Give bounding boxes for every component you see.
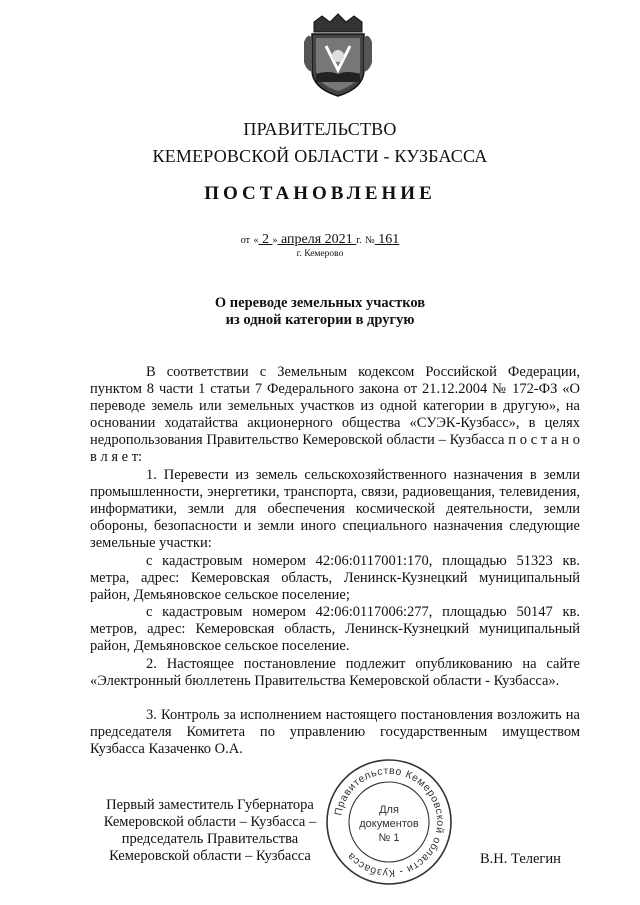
parcel-2-text: с кадастровым номером 42:06:0117006:277, площадью 50147 кв. метров, адрес: Кемеровская область, Ленинск-Кузнецкий муниципальный район, Демьяновское сельское поселение. [90,604,580,655]
coat-of-arms-emblem [302,12,374,98]
official-seal-stamp [324,757,454,887]
document-subject [0,295,640,329]
paragraph-preamble-text: В соответствии с Земельным кодексом Российской Федерации, пунктом 8 части 1 статьи 7 Федерального закона от 21.12.2004 № 172-ФЗ «О переводе земель или земельных участков из одной категории в другую», на основании ходатайства акционерного общества «СУЭК-Кузбасс», в целях недропользования Правительство Кемеровской области – Кузбасса п о с т а н о в л я е т: [90,364,580,466]
subject-line1: О переводе земельных участков [214,295,426,311]
date-open-quote: « [253,235,259,246]
signature-line3: председатель Правительства [121,831,299,847]
date-from-label: от [240,235,251,246]
signature-line1: Первый заместитель Губернатора [106,797,314,813]
stamp-line1: Для [379,804,399,816]
stamp-line2: документов [359,818,419,830]
document-number-label: № [365,235,375,246]
signature-line4: Кемеровской области – Кузбасса [109,848,311,864]
body-parcel-2 [90,604,580,655]
date-year-suffix: г. [356,235,362,246]
document-number: 161 [374,232,400,247]
stamp-ring-textpath: Правительство Кемеровской области - Кузбасса [332,764,447,880]
parcel-1-text: с кадастровым номером 42:06:0117001:170, площадью 51323 кв. метра, адрес: Кемеровская область, Ленинск-Кузнецкий муниципальный район, Демьяновское сельское поселение; [90,553,580,604]
stamp-line3: № 1 [378,832,400,844]
government-title-line2: КЕМЕРОВСКОЙ ОБЛАСТИ - КУЗБАССА [152,146,488,166]
document-city: г. Кемерово [296,249,344,259]
subject-line2: из одной категории в другую [225,312,415,328]
body-paragraph-3 [90,707,580,758]
body-paragraph-1 [90,467,580,552]
date-close-quote: » [272,235,278,246]
paragraph-3-text: 3. Контроль за исполнением настоящего постановления возложить на председателя Комитета по управлению государственным имуществом Кузбасса Казаченко О.А. [90,707,580,758]
signature-line2: Кемеровской области – Кузбасса – [103,814,317,830]
date-month-year: апреля 2021 [277,232,357,247]
body-paragraph-2 [90,656,580,690]
government-title-line1: ПРАВИТЕЛЬСТВО [243,119,397,139]
signature-block [90,797,330,865]
signatory-name: В.Н. Телегин [480,851,561,867]
body-paragraph-preamble [90,364,580,467]
document-dateline [0,232,640,248]
paragraph-2-text: 2. Настоящее постановление подлежит опубликованию на сайте «Электронный бюллетень Правительства Кемеровской области - Кузбасса». [90,656,580,690]
paragraph-1-text: 1. Перевести из земель сельскохозяйственного назначения в земли промышленности, энергетики, транспорта, связи, радиовещания, телевидения, информатики, земли для обеспечения космической деятельности, земли обороны, безопасности и земли иного специального назначения следующие земельные участки: [90,467,580,552]
date-day: 2 [258,232,273,247]
document-type-title: ПОСТАНОВЛЕНИЕ [204,183,436,204]
body-parcel-1 [90,553,580,604]
